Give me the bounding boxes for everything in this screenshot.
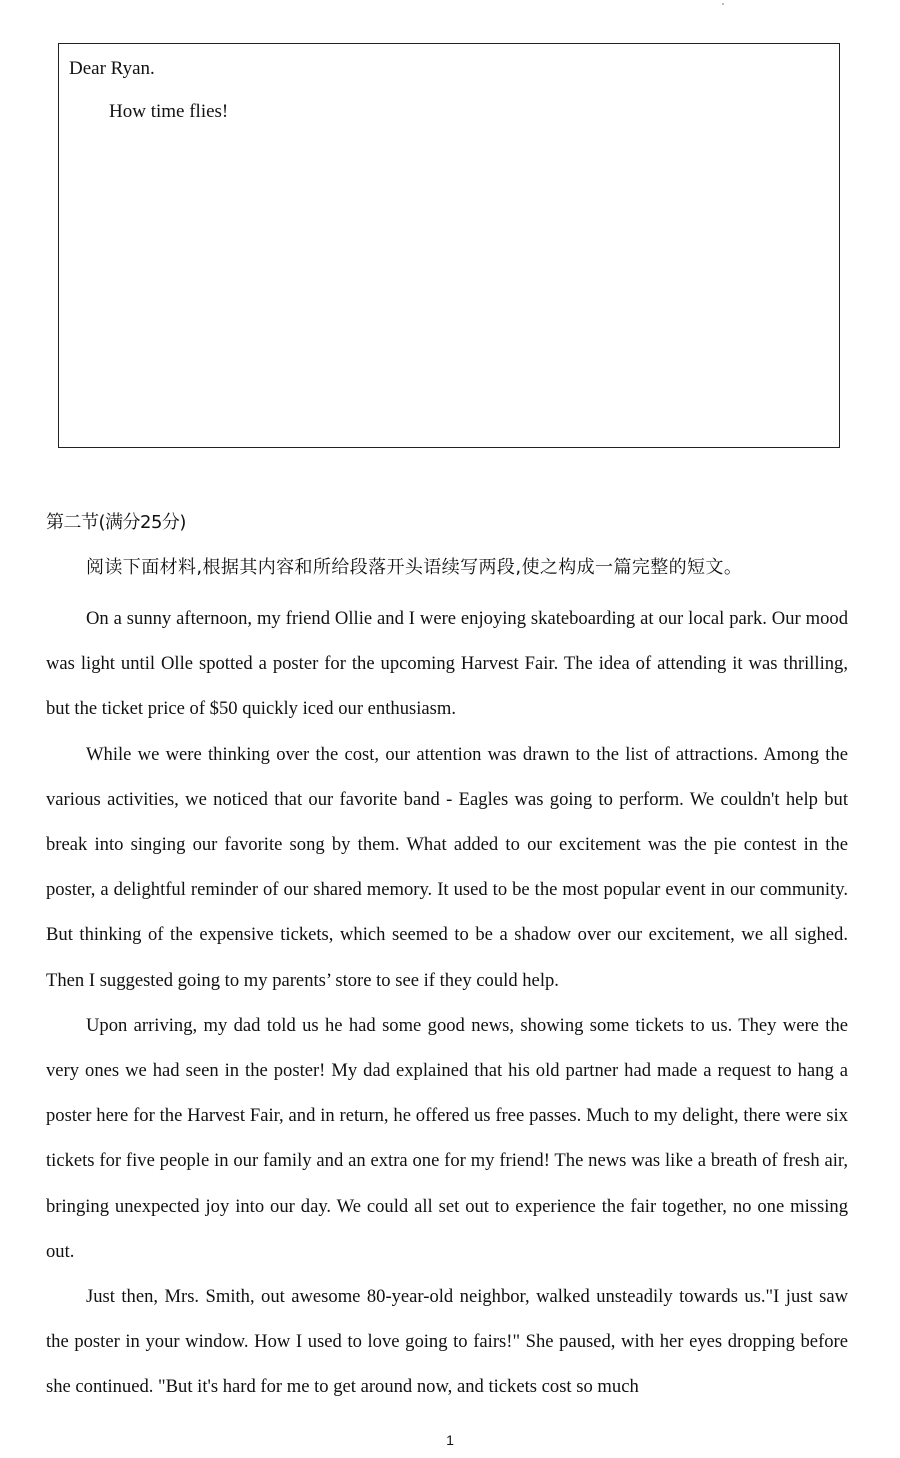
- scan-speck: [722, 3, 724, 5]
- passage-paragraph-3: Upon arriving, my dad told us he had some good news, showing some tickets to us. They were the very ones we had seen in the poster! My dad explained that his old partner had made a request to hang a poster here for the Harvest Fair, and in return, he offered us free passes. Much to my delight, there were six tickets for five people in our family and an extra one for my friend! The news was like a breath of fresh air, bringing unexpected joy into our day. We could all set out to experience the fair together, no one missing out.: [46, 1014, 848, 1262]
- passage-paragraph-4: Just then, Mrs. Smith, out awesome 80-year-old neighbor, walked unsteadily towards us."I just saw the poster in your window. How I used to love going to fairs!" She paused, with her eyes dropping before she continued. "But it's hard for me to get around now, and tickets cost so much: [46, 1286, 848, 1398]
- letter-salutation: Dear Ryan.: [69, 58, 155, 79]
- letter-writing-box: [58, 43, 840, 448]
- letter-opening-line: How time flies!: [109, 101, 229, 122]
- section-instruction: 阅读下面材料,根据其内容和所给段落开头语续写两段,使之构成一篇完整的短文。: [86, 557, 743, 578]
- passage-paragraph-2: While we were thinking over the cost, our attention was drawn to the list of attractions. Among the various activities, we noticed that our favorite band - Eagles was going to perform. We couldn't help but break into singing our favorite song by them. What added to our excitement was the pie contest in the poster, a delightful reminder of our shared memory. It used to be the most popular event in our community. But thinking of the expensive tickets, which seemed to be a shadow over our excitement, we all sighed. Then I suggested going to my parents’ store to see if they could help.: [46, 743, 848, 991]
- reading-passage: [46, 596, 848, 1410]
- page-number: 1: [446, 1432, 454, 1448]
- passage-paragraph-1: On a sunny afternoon, my friend Ollie and I were enjoying skateboarding at our local park. Our mood was light until Olle spotted a poster for the upcoming Harvest Fair. The idea of attending it was thrilling, but the ticket price of $50 quickly iced our enthusiasm.: [46, 608, 848, 720]
- section-title: 第二节(满分25分): [46, 512, 186, 533]
